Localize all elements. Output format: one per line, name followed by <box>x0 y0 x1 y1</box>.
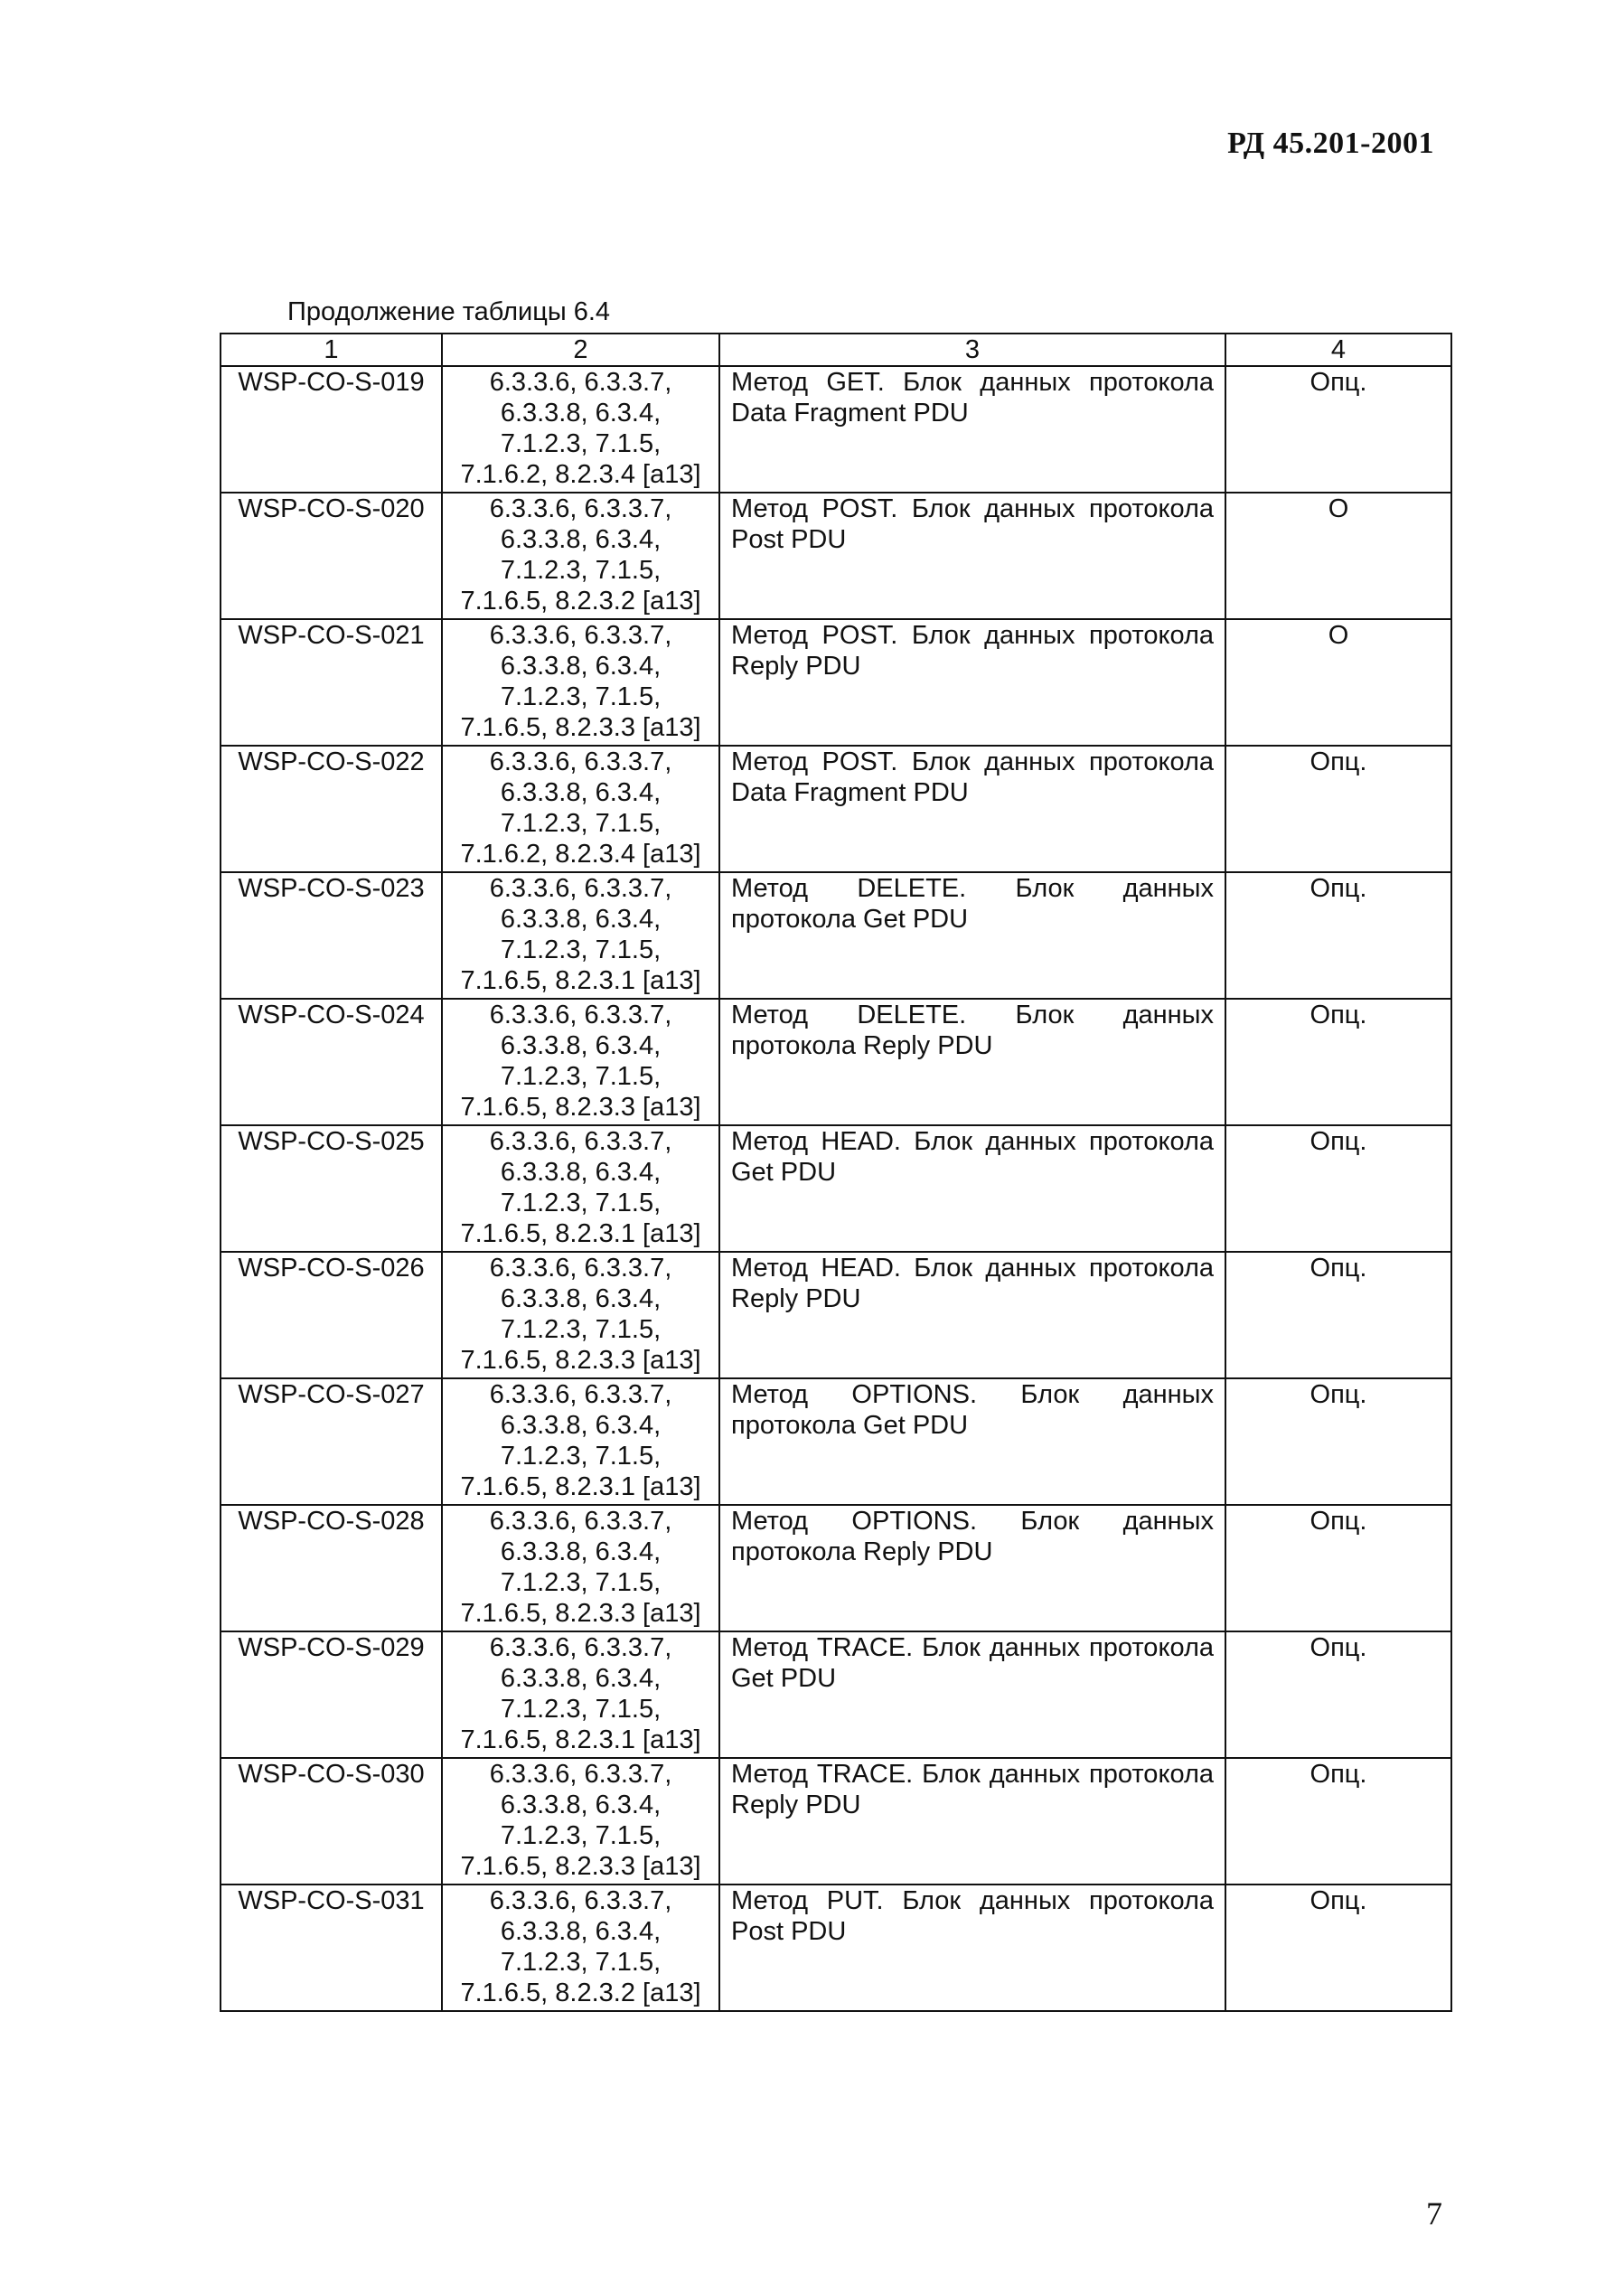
requirement-status: Опц. <box>1225 1505 1451 1631</box>
reference-line: 7.1.2.3, 7.1.5, <box>500 1568 662 1597</box>
reference-line: 6.3.3.8, 6.3.4, <box>500 1791 662 1819</box>
table-row <box>221 1252 1451 1378</box>
requirement-description: Метод HEAD. Блок данных протокола Get PDU <box>719 1125 1225 1252</box>
requirement-id: WSP-CO-S-027 <box>221 1378 442 1505</box>
requirement-description: Метод TRACE. Блок данных протокола Reply PDU <box>719 1758 1225 1885</box>
requirement-status: Опц. <box>1225 1885 1451 2011</box>
reference-line: 6.3.3.8, 6.3.4, <box>500 1537 662 1566</box>
reference-line: 6.3.3.6, 6.3.3.7, <box>489 1760 672 1789</box>
column-header-3: 3 <box>719 334 1225 366</box>
reference-line: 7.1.2.3, 7.1.5, <box>500 1948 662 1977</box>
reference-cell <box>442 1631 719 1758</box>
requirement-description: Метод HEAD. Блок данных протокола Reply PDU <box>719 1252 1225 1378</box>
reference-line: 6.3.3.8, 6.3.4, <box>500 1917 662 1946</box>
reference-line: 7.1.2.3, 7.1.5, <box>500 682 662 711</box>
requirement-status: Опц. <box>1225 1252 1451 1378</box>
requirement-id: WSP-CO-S-031 <box>221 1885 442 2011</box>
reference-line: 6.3.3.8, 6.3.4, <box>500 1031 662 1060</box>
reference-cell <box>442 1125 719 1252</box>
table-row <box>221 872 1451 999</box>
reference-line: 7.1.6.2, 8.2.3.4 [a13] <box>460 460 701 489</box>
requirement-id: WSP-CO-S-024 <box>221 999 442 1125</box>
reference-line: 7.1.2.3, 7.1.5, <box>500 429 662 458</box>
reference-cell <box>442 1758 719 1885</box>
table-caption: Продолжение таблицы 6.4 <box>287 297 611 326</box>
table-row <box>221 1505 1451 1631</box>
reference-line: 6.3.3.8, 6.3.4, <box>500 525 662 554</box>
requirement-status: Опц. <box>1225 366 1451 493</box>
reference-line: 7.1.2.3, 7.1.5, <box>500 1442 662 1471</box>
requirement-id: WSP-CO-S-021 <box>221 619 442 746</box>
reference-line: 6.3.3.6, 6.3.3.7, <box>489 1380 672 1409</box>
requirement-id: WSP-CO-S-022 <box>221 746 442 872</box>
reference-line: 6.3.3.6, 6.3.3.7, <box>489 1633 672 1662</box>
reference-line: 7.1.6.5, 8.2.3.3 [a13] <box>460 1093 701 1122</box>
requirement-id: WSP-CO-S-020 <box>221 493 442 619</box>
reference-line: 7.1.6.5, 8.2.3.3 [a13] <box>460 1852 701 1881</box>
reference-cell <box>442 1252 719 1378</box>
reference-line: 7.1.6.5, 8.2.3.2 [a13] <box>460 587 701 616</box>
table-row <box>221 999 1451 1125</box>
reference-line: 7.1.2.3, 7.1.5, <box>500 1315 662 1344</box>
requirement-description: Метод TRACE. Блок данных протокола Get PDU <box>719 1631 1225 1758</box>
requirement-status: Опц. <box>1225 1758 1451 1885</box>
reference-line: 6.3.3.6, 6.3.3.7, <box>489 1886 672 1915</box>
reference-line: 7.1.6.5, 8.2.3.2 [a13] <box>460 1979 701 2007</box>
requirement-description: Метод PUT. Блок данных протокола Post PDU <box>719 1885 1225 2011</box>
table-row <box>221 1758 1451 1885</box>
reference-line: 6.3.3.6, 6.3.3.7, <box>489 1127 672 1156</box>
requirement-status: O <box>1225 619 1451 746</box>
requirement-description: Метод DELETE. Блок данных протокола Get PDU <box>719 872 1225 999</box>
requirement-description: Метод OPTIONS. Блок данных протокола Get PDU <box>719 1378 1225 1505</box>
requirement-id: WSP-CO-S-030 <box>221 1758 442 1885</box>
reference-line: 6.3.3.6, 6.3.3.7, <box>489 1254 672 1283</box>
reference-line: 7.1.2.3, 7.1.5, <box>500 556 662 585</box>
reference-line: 6.3.3.6, 6.3.3.7, <box>489 747 672 776</box>
reference-line: 7.1.6.5, 8.2.3.3 [a13] <box>460 1599 701 1628</box>
reference-line: 7.1.2.3, 7.1.5, <box>500 935 662 964</box>
reference-line: 7.1.6.5, 8.2.3.3 [a13] <box>460 713 701 742</box>
requirement-description: Метод POST. Блок данных протокола Post PDU <box>719 493 1225 619</box>
reference-line: 6.3.3.8, 6.3.4, <box>500 399 662 428</box>
requirement-description: Метод DELETE. Блок данных протокола Reply PDU <box>719 999 1225 1125</box>
reference-line: 7.1.6.2, 8.2.3.4 [a13] <box>460 840 701 869</box>
requirement-id: WSP-CO-S-025 <box>221 1125 442 1252</box>
reference-line: 6.3.3.8, 6.3.4, <box>500 905 662 934</box>
page-number: 7 <box>1426 2195 1442 2232</box>
table-row <box>221 746 1451 872</box>
requirement-status: Опц. <box>1225 1631 1451 1758</box>
reference-cell <box>442 872 719 999</box>
table-body <box>221 366 1451 2011</box>
reference-line: 7.1.6.5, 8.2.3.3 [a13] <box>460 1346 701 1375</box>
requirement-description: Метод GET. Блок данных протокола Data Fragment PDU <box>719 366 1225 493</box>
requirement-description: Метод POST. Блок данных протокола Reply PDU <box>719 619 1225 746</box>
reference-line: 6.3.3.6, 6.3.3.7, <box>489 368 672 397</box>
requirement-status: O <box>1225 493 1451 619</box>
reference-line: 7.1.2.3, 7.1.5, <box>500 1821 662 1850</box>
column-header-2: 2 <box>442 334 719 366</box>
reference-cell <box>442 746 719 872</box>
requirement-id: WSP-CO-S-026 <box>221 1252 442 1378</box>
requirement-status: Опц. <box>1225 1378 1451 1505</box>
requirement-id: WSP-CO-S-023 <box>221 872 442 999</box>
reference-line: 6.3.3.8, 6.3.4, <box>500 1158 662 1187</box>
table-header-row <box>221 334 1451 366</box>
table-row <box>221 493 1451 619</box>
table-row <box>221 366 1451 493</box>
reference-cell <box>442 999 719 1125</box>
reference-cell <box>442 619 719 746</box>
requirement-status: Опц. <box>1225 999 1451 1125</box>
reference-line: 6.3.3.6, 6.3.3.7, <box>489 1507 672 1536</box>
reference-line: 7.1.6.5, 8.2.3.1 [a13] <box>460 1472 701 1501</box>
reference-cell <box>442 1505 719 1631</box>
requirements-table <box>220 333 1452 2012</box>
reference-cell <box>442 1885 719 2011</box>
reference-line: 7.1.6.5, 8.2.3.1 [a13] <box>460 1219 701 1248</box>
reference-line: 7.1.6.5, 8.2.3.1 [a13] <box>460 1725 701 1754</box>
requirement-status: Опц. <box>1225 746 1451 872</box>
reference-line: 6.3.3.6, 6.3.3.7, <box>489 494 672 523</box>
requirement-id: WSP-CO-S-028 <box>221 1505 442 1631</box>
reference-line: 6.3.3.8, 6.3.4, <box>500 1411 662 1440</box>
reference-line: 7.1.2.3, 7.1.5, <box>500 809 662 838</box>
table-row <box>221 619 1451 746</box>
table-row <box>221 1378 1451 1505</box>
reference-line: 7.1.2.3, 7.1.5, <box>500 1062 662 1091</box>
reference-line: 6.3.3.8, 6.3.4, <box>500 778 662 807</box>
document-code: РД 45.201-2001 <box>1227 127 1434 160</box>
table-row <box>221 1125 1451 1252</box>
reference-cell <box>442 1378 719 1505</box>
reference-line: 6.3.3.6, 6.3.3.7, <box>489 874 672 903</box>
reference-line: 7.1.2.3, 7.1.5, <box>500 1189 662 1217</box>
reference-line: 6.3.3.8, 6.3.4, <box>500 1664 662 1693</box>
reference-line: 7.1.6.5, 8.2.3.1 [a13] <box>460 966 701 995</box>
requirement-description: Метод OPTIONS. Блок данных протокола Reply PDU <box>719 1505 1225 1631</box>
requirement-status: Опц. <box>1225 1125 1451 1252</box>
requirement-description: Метод POST. Блок данных протокола Data Fragment PDU <box>719 746 1225 872</box>
table-row <box>221 1885 1451 2011</box>
requirement-status: Опц. <box>1225 872 1451 999</box>
requirement-id: WSP-CO-S-019 <box>221 366 442 493</box>
requirement-id: WSP-CO-S-029 <box>221 1631 442 1758</box>
reference-cell <box>442 366 719 493</box>
reference-cell <box>442 493 719 619</box>
table-row <box>221 1631 1451 1758</box>
reference-line: 6.3.3.6, 6.3.3.7, <box>489 1001 672 1029</box>
reference-line: 6.3.3.8, 6.3.4, <box>500 652 662 681</box>
reference-line: 7.1.2.3, 7.1.5, <box>500 1695 662 1724</box>
reference-line: 6.3.3.6, 6.3.3.7, <box>489 621 672 650</box>
reference-line: 6.3.3.8, 6.3.4, <box>500 1284 662 1313</box>
column-header-4: 4 <box>1225 334 1451 366</box>
column-header-1: 1 <box>221 334 442 366</box>
